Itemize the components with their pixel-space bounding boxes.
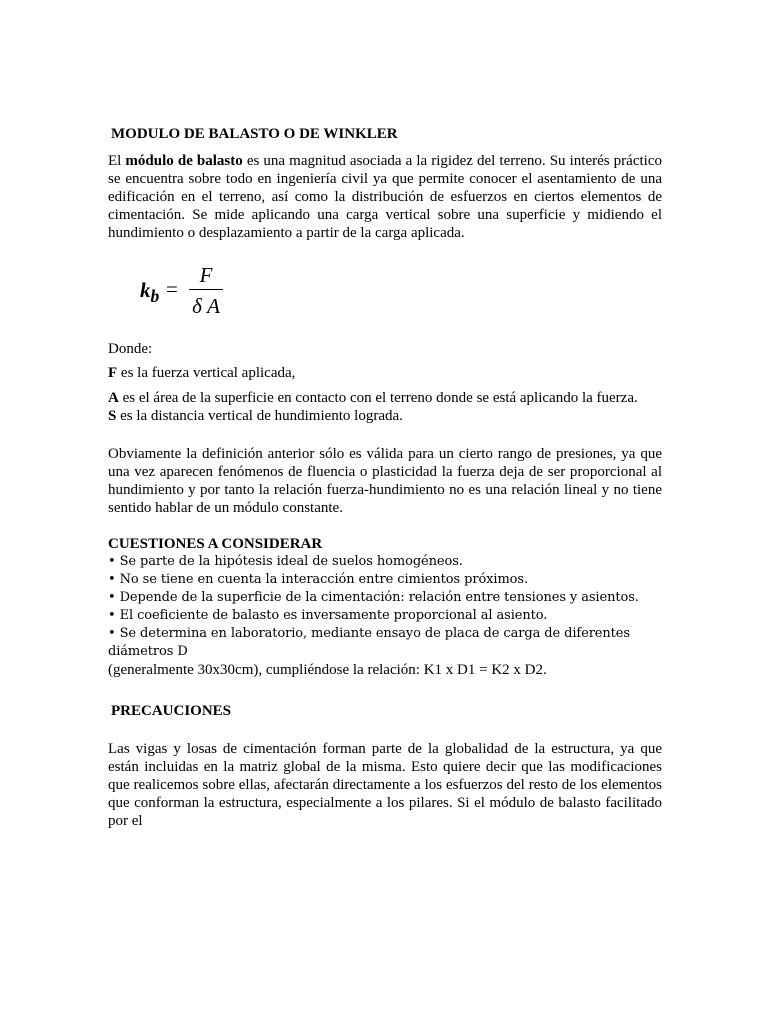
- intro-term: módulo de balasto: [125, 153, 243, 169]
- consideration-item: • Depende de la superficie de la cimentación: relación entre tensiones y asientos.: [108, 590, 639, 605]
- considerations-list: [108, 553, 662, 680]
- ballast-formula: [140, 264, 662, 322]
- consideration-item: • No se tiene en cuenta la interacción entre cimientos próximos.: [108, 572, 529, 587]
- document-body: [108, 125, 662, 830]
- definition-symbol: F: [108, 365, 118, 381]
- definition-text: es la distancia vertical de hundimiento lograda.: [116, 408, 403, 424]
- donde-label: Donde:: [108, 341, 153, 357]
- definition-settlement: [108, 407, 662, 425]
- definition-symbol: S: [108, 408, 117, 424]
- definition-area: [108, 389, 662, 407]
- consideration-item-continuation: [108, 661, 662, 680]
- intro-paragraph: [108, 152, 662, 242]
- formula-denominator: δ A: [192, 294, 220, 318]
- consideration-item: • Se determina en laboratorio, mediante ensayo de placa de carga de diferentes diámetros D: [108, 626, 630, 659]
- validity-paragraph: Obviamente la definición anterior sólo es válida para un cierto rango de presiones, ya que una vez aparecen fenómenos de fluencia o plasticidad la fuerza deja de ser proporcional al hundimiento y por tanto la relación fuerza-hundimiento no es una relación lineal y no tiene sentido hablar de un módulo constante.: [108, 446, 662, 516]
- consideration-last-line: (generalmente 30x30cm), cumpliéndose la relación: K1 x D1 = K2 x D2.: [108, 662, 547, 678]
- intro-rest: es una magnitud asociada a la rigidez del terreno. Su interés práctico se encuentra sobre todo en ingeniería civil ya que permite conocer el asentamiento de una edificación en el terreno, así como la distribución de esfuerzos en ciertos elementos de cimentación. Se mide aplicando una carga vertical sobre una superficie y midiendo el hundimiento o desplazamiento a partir de la carga aplicada.: [108, 153, 662, 241]
- formula-numerator: F: [199, 263, 213, 287]
- formula-fraction: [189, 264, 223, 318]
- definition-force: [108, 364, 662, 382]
- intro-lead: El: [108, 153, 126, 169]
- formula-fraction-bar: [189, 289, 223, 290]
- definition-symbol: A: [108, 390, 119, 406]
- definition-text: es el área de la superficie en contacto con el terreno donde se está aplicando la fuerza.: [118, 390, 638, 406]
- consideration-item: • El coeficiente de balasto es inversamente proporcional al asiento.: [108, 608, 548, 623]
- formula-lhs-symbol: k: [140, 278, 151, 302]
- formula-lhs-subscript: b: [150, 286, 160, 307]
- formula-spacer: [108, 322, 662, 340]
- formula-lhs: [140, 278, 160, 307]
- formula-equals: =: [166, 277, 178, 301]
- consideration-item: • Se parte de la hipótesis ideal de suelos homogéneos.: [108, 554, 463, 569]
- precautions-paragraph: Las vigas y losas de cimentación forman parte de la globalidad de la estructura, ya que están incluidas en la matriz global de la misma. Esto quiere decir que las modificaciones que realicemos sobre ellas, afectarán directamente a los esfuerzos del resto de los elementos que conforman la estructura, especialmente a los pilares. Si el módulo de balasto facilitado por el: [108, 741, 662, 829]
- definition-text: es la fuerza vertical aplicada,: [117, 365, 296, 381]
- considerations-title: CUESTIONES A CONSIDERAR: [108, 536, 323, 552]
- document-title: MODULO DE BALASTO O DE WINKLER: [111, 126, 398, 142]
- precautions-title: PRECAUCIONES: [111, 703, 232, 719]
